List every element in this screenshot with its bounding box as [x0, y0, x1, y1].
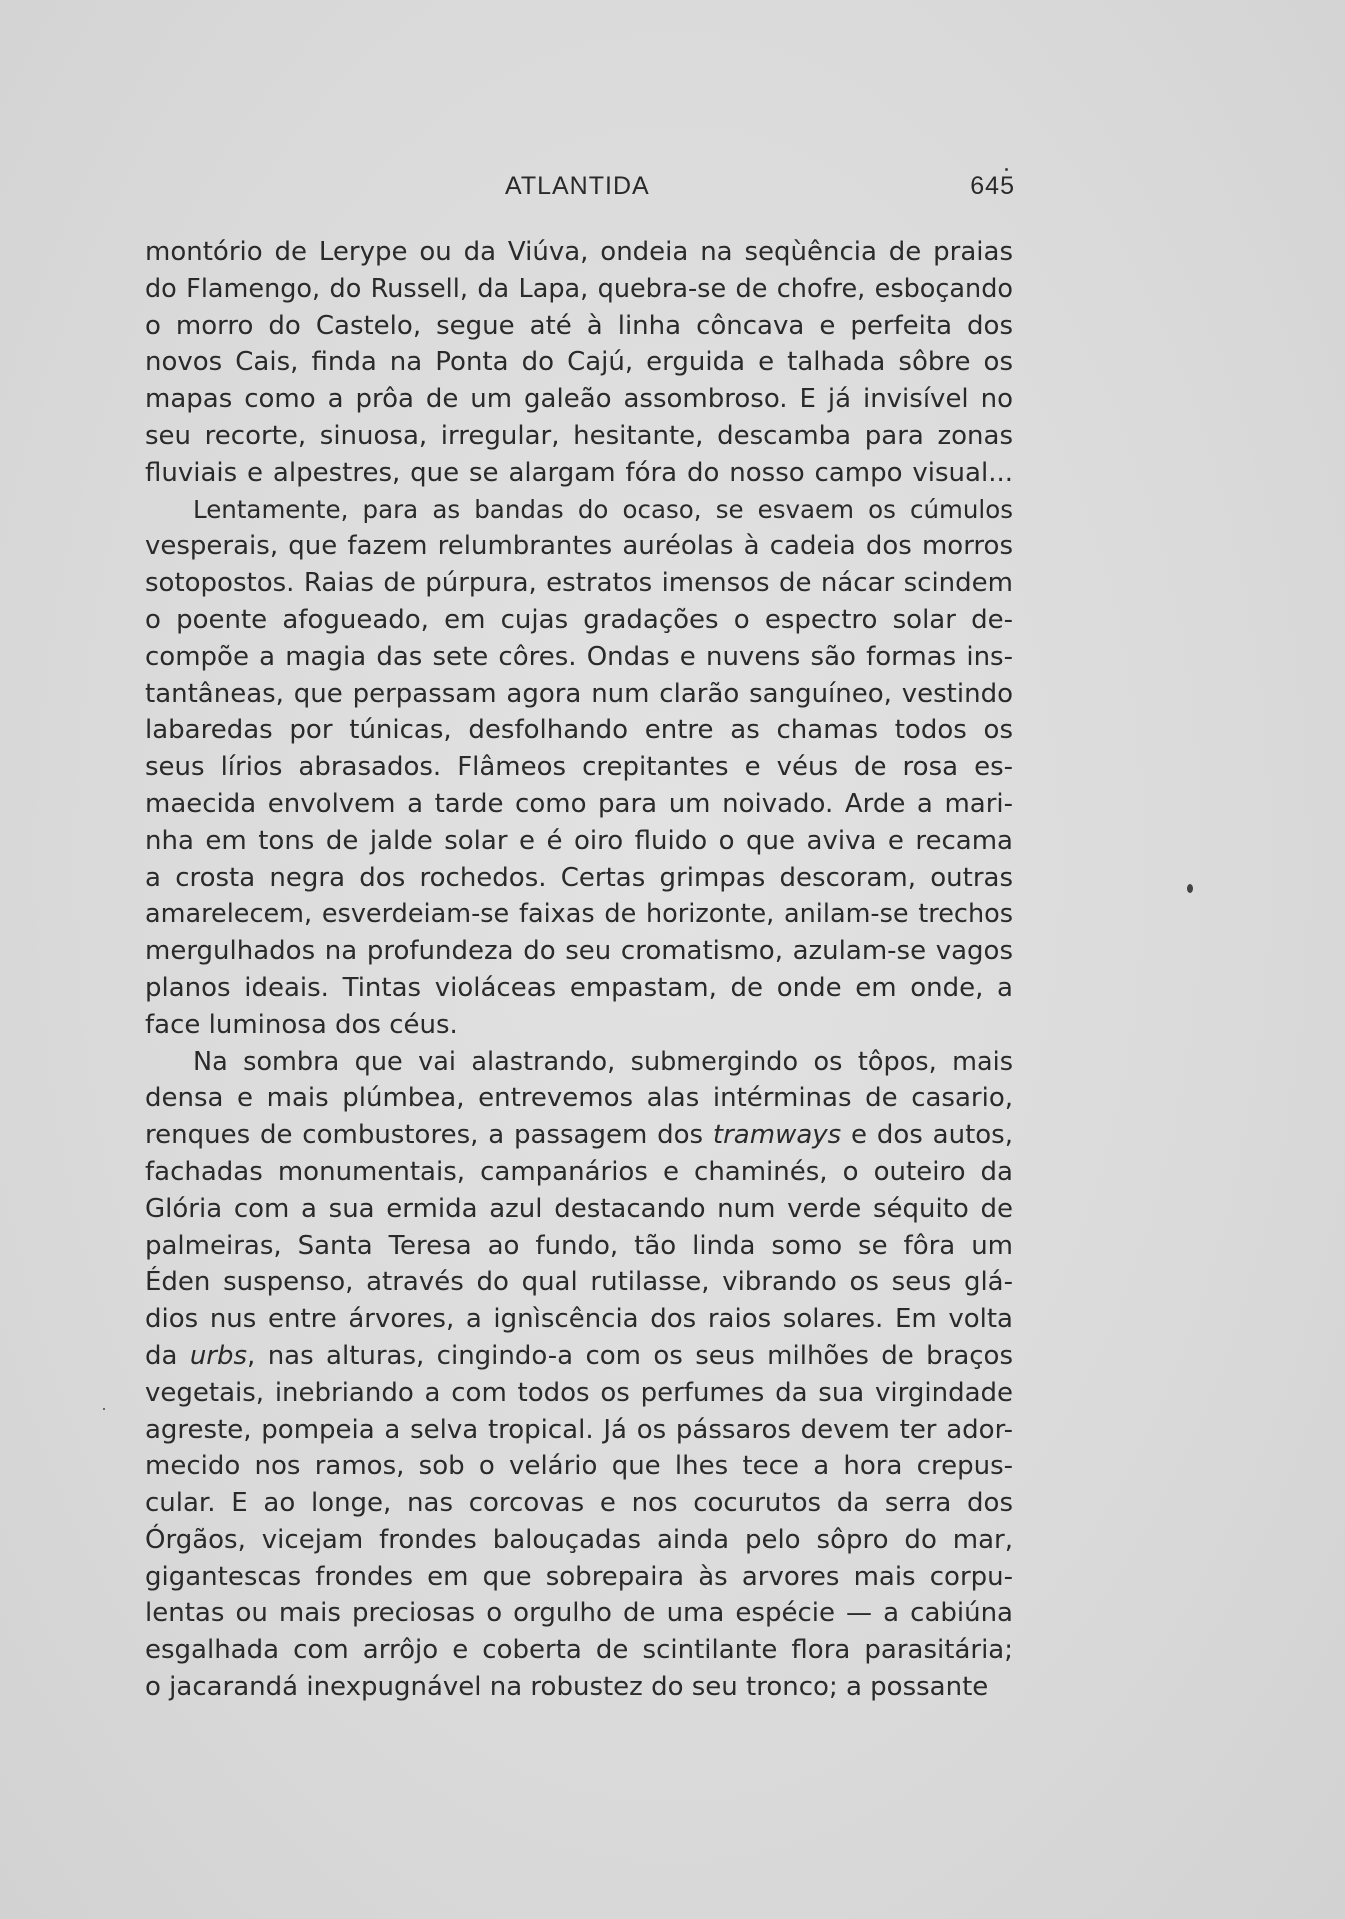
text-line: tantâneas, que perpassam agora num clarão sanguíneo, vestindo	[145, 678, 1013, 709]
text-line: renques de combustores, a passagem dos tramways e dos autos,	[145, 1120, 1013, 1151]
italic-word: tramways	[712, 1120, 842, 1151]
text-line: face luminosa dos céus.	[145, 1009, 458, 1040]
text-line: Órgãos, vicejam frondes balouçadas ainda pelo sôpro do mar,	[145, 1524, 1013, 1555]
text-line: seu recorte, sinuosa, irregular, hesitante, descamba para zonas	[145, 420, 1013, 451]
text-line: da urbs, nas alturas, cingindo-a com os seus milhões de braços	[145, 1340, 1014, 1371]
page-number: 645	[970, 172, 1015, 200]
text-line: vesperais, que fazem relumbrantes auréolas à cadeia dos morros	[145, 531, 1013, 562]
text-line: mapas como a prôa de um galeão assombroso. E já invisível no	[145, 384, 1013, 415]
text-line: Glória com a sua ermida azul destacando num verde séquito de	[145, 1193, 1013, 1224]
page-header	[145, 172, 1015, 212]
text-line: Éden suspenso, através do qual rutilasse, vibrando os seus glá-	[145, 1267, 1013, 1298]
text-line: nha em tons de jalde solar e é oiro fluido o que aviva e recama	[145, 825, 1013, 856]
italic-word: urbs	[189, 1340, 248, 1371]
text-line: seus lírios abrasados. Flâmeos crepitantes e véus de rosa es-	[145, 752, 1013, 783]
text-line: amarelecem, esverdeiam-se faixas de horizonte, anilam-se trechos	[145, 899, 1013, 930]
text-line: novos Cais, finda na Ponta do Cajú, erguida e talhada sôbre os	[145, 347, 1013, 378]
text-line: labaredas por túnicas, desfolhando entre as chamas todos os	[145, 715, 1013, 746]
text-line: sotopostos. Raias de púrpura, estratos imensos de nácar scindem	[145, 568, 1013, 599]
text-line: a crosta negra dos rochedos. Certas grimpas descoram, outras	[145, 862, 1013, 893]
text-line: mergulhados na profundeza do seu cromatismo, azulam-se vagos	[145, 936, 1013, 967]
text-line: agreste, pompeia a selva tropical. Já os pássaros devem ter ador-	[145, 1414, 1013, 1445]
ink-speck	[1005, 168, 1008, 171]
text-line: esgalhada com arrôjo e coberta de scintilante flora parasitária;	[145, 1635, 1013, 1666]
text-line: o morro do Castelo, segue até à linha côncava e perfeita dos	[145, 310, 1013, 341]
ink-speck	[1187, 884, 1193, 893]
text-line: maecida envolvem a tarde como para um noivado. Arde a mari-	[145, 788, 1013, 819]
text-line: o poente afogueado, em cujas gradações o espectro solar de-	[145, 604, 1013, 635]
text-line: fachadas monumentais, campanários e chaminés, o outeiro da	[145, 1156, 1013, 1187]
text-line: compõe a magia das sete côres. Ondas e nuvens são formas ins-	[145, 641, 1013, 672]
text-line: Lentamente, para as bandas do ocaso, se esvaem os cúmulos	[193, 494, 1013, 524]
text-line: montório de Lerype ou da Viúva, ondeia na seqùência de praias	[145, 237, 1013, 267]
text-line: palmeiras, Santa Teresa ao fundo, tão linda somo se fôra um	[145, 1230, 1013, 1261]
text-line: vegetais, inebriando a com todos os perfumes da sua virgindade	[145, 1377, 1013, 1408]
text-line: fluviais e alpestres, que se alargam fóra do nosso campo visual...	[145, 457, 1013, 488]
text-line: planos ideais. Tintas violáceas empastam, de onde em onde, a	[145, 972, 1013, 1003]
text-line: do Flamengo, do Russell, da Lapa, quebra-se de chofre, esboçando	[145, 273, 1013, 304]
running-title: ATLANTIDA	[505, 172, 650, 200]
ink-speck	[103, 1408, 105, 1410]
text-line: cular. E ao longe, nas corcovas e nos cocurutos da serra dos	[145, 1488, 1013, 1519]
text-line: dios nus entre árvores, a ignìscência dos raios solares. Em volta	[145, 1304, 1013, 1335]
text-line: mecido nos ramos, sob o velário que lhes tece a hora crepus-	[145, 1451, 1013, 1482]
text-line: Na sombra que vai alastrando, submergindo os tôpos, mais	[193, 1046, 1013, 1077]
text-line: lentas ou mais preciosas o orgulho de uma espécie — a cabiúna	[145, 1598, 1013, 1629]
text-line: gigantescas frondes em que sobrepaira às arvores mais corpu-	[145, 1561, 1013, 1592]
text-line: densa e mais plúmbea, entrevemos alas intérminas de casario,	[145, 1083, 1013, 1114]
body-text	[145, 234, 1013, 1706]
text-line: o jacarandá inexpugnável na robustez do seu tronco; a possante	[145, 1672, 989, 1703]
